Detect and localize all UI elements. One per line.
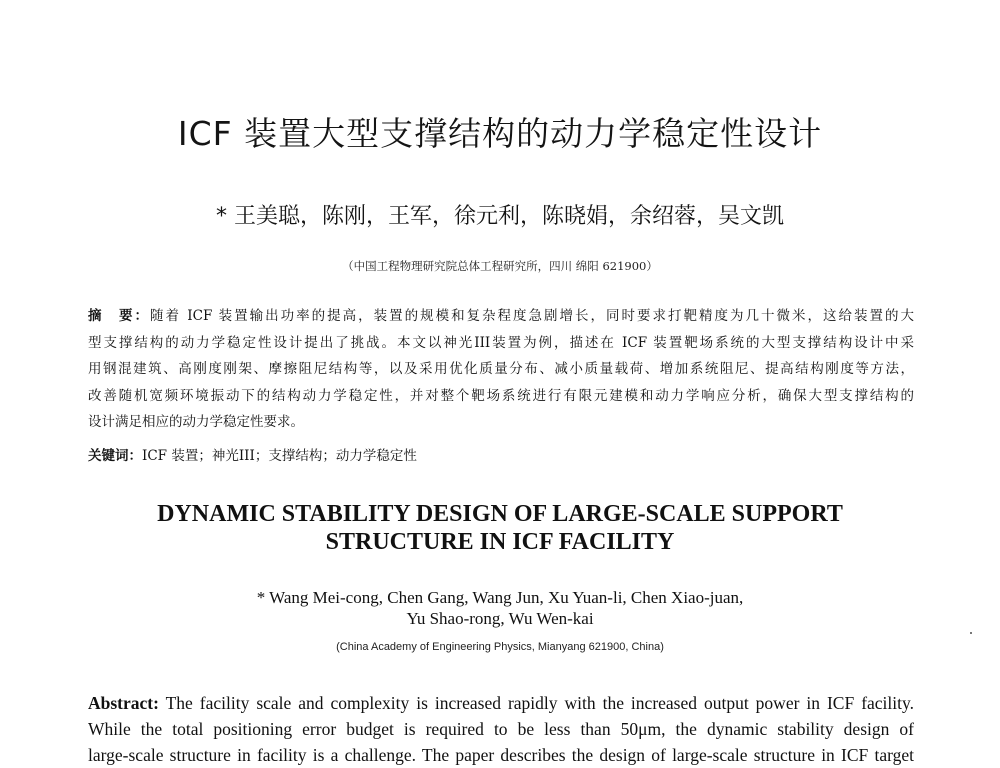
english-title xyxy=(0,500,1000,556)
english-authors-line-1: * Wang Mei-cong, Chen Gang, Wang Jun, Xu Yuan-li, Chen Xiao-juan, xyxy=(256,588,744,607)
chinese-abstract-line-2: 型支撑结构的动力学稳定性设计提出了挑战。本文以神光III装置为例，描述在 ICF 装置靶场系统的大型支撑结构设计中采 xyxy=(88,334,914,351)
english-abstract-line-3: large-scale structure in facility is a challenge. The paper describes the design of large-scale structure in ICF target xyxy=(88,745,914,765)
chinese-keywords-text: ICF 装置；神光III；支撑结构；动力学稳定性 xyxy=(142,448,417,464)
chinese-authors: * 王美聪，陈刚，王军，徐元利，陈晓娟，余绍蓉，吴文凯 xyxy=(216,204,784,229)
english-authors xyxy=(0,587,1000,629)
english-title-line-2: STRUCTURE IN ICF FACILITY xyxy=(325,529,675,555)
chinese-abstract-label: 摘 要： xyxy=(88,308,150,324)
scan-speck xyxy=(970,632,972,634)
chinese-title: ICF 装置大型支撑结构的动力学稳定性设计 xyxy=(177,114,823,153)
english-title-line-1: DYNAMIC STABILITY DESIGN OF LARGE-SCALE SUPPORT xyxy=(157,501,843,527)
english-abstract-line-1: Abstract: The facility scale and complexity is increased rapidly with the increased output power in ICF facility. xyxy=(88,693,914,713)
chinese-abstract-line-4: 改善随机宽频环境振动下的结构动力学稳定性，并对整个靶场系统进行有限元建模和动力学响应分析，确保大型支撑结构的 xyxy=(88,387,914,404)
chinese-keywords-label: 关键词： xyxy=(88,448,142,464)
english-authors-line-2: Yu Shao-rong, Wu Wen-kai xyxy=(406,609,594,628)
chinese-abstract-line-5: 设计满足相应的动力学稳定性要求。 xyxy=(88,414,304,431)
chinese-abstract xyxy=(88,303,914,436)
chinese-abstract-line-3: 用钢混建筑、高刚度刚架、摩擦阻尼结构等，以及采用优化质量分布、减小质量载荷、增加系统阻尼、提高结构刚度等方法， xyxy=(88,361,914,378)
chinese-affiliation: （中国工程物理研究院总体工程研究所，四川 绵阳 621900） xyxy=(342,259,658,273)
english-abstract-line-2: While the total positioning error budget is required to be less than 50μm, the dynamic stability design of xyxy=(88,719,914,739)
english-abstract xyxy=(88,690,914,768)
chinese-abstract-line-1: 摘 要：随着 ICF 装置输出功率的提高，装置的规模和复杂程度急剧增长，同时要求打靶精度为几十微米，这给装置的大 xyxy=(88,308,914,324)
chinese-keywords xyxy=(88,443,914,469)
english-affiliation: (China Academy of Engineering Physics, Mianyang 621900, China) xyxy=(336,641,664,653)
english-abstract-label: Abstract: xyxy=(88,693,159,713)
